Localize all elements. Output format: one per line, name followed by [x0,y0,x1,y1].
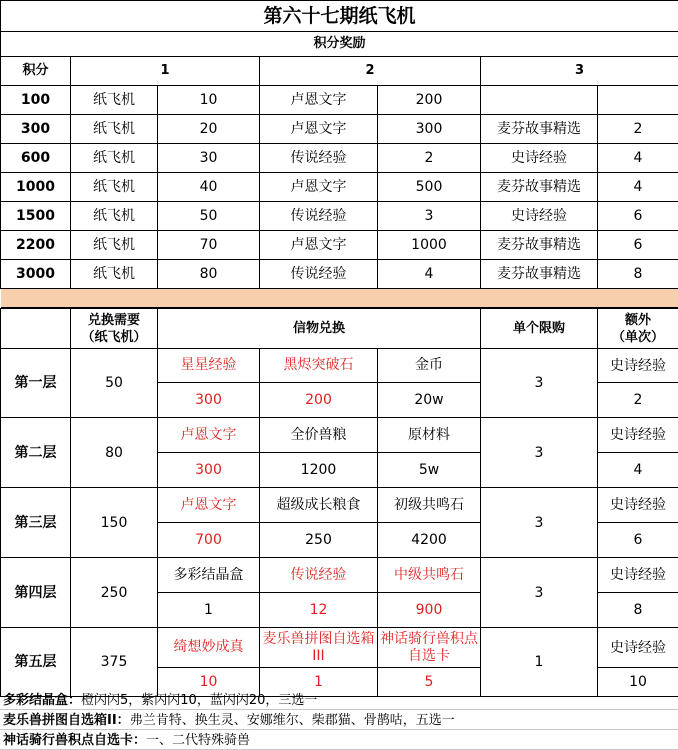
exchange-item-qty: 1 [158,593,260,628]
col-points-header: 积分 [1,57,71,86]
reward-points: 100 [1,86,71,115]
tier-header-blank [1,309,71,349]
rewards-header-row [1,57,678,86]
exchange-item-name: 金币 [378,349,481,383]
tier-name: 第五层 [1,628,71,697]
reward-item-3: 麦芬故事精选 [481,173,598,202]
exchange-item-name: 原材料 [378,418,481,453]
reward-qty-3 [598,86,678,115]
exchange-item-name: 麦乐兽拼图自选箱III [260,628,378,668]
reward-qty-3: 4 [598,144,678,173]
separator-cell [1,289,678,308]
exchange-item-name: 全价兽粮 [260,418,378,453]
col-1-header: 1 [71,57,260,86]
extra-qty: 4 [598,453,678,488]
exchange-item-qty: 250 [260,523,378,558]
reward-qty-2: 4 [378,260,481,289]
col-3-header: 3 [481,57,678,86]
reward-qty-2: 2 [378,144,481,173]
separator-band [1,289,678,308]
tier-cost: 250 [71,558,158,628]
reward-qty-1: 30 [158,144,260,173]
extra-item: 史诗经验 [598,558,678,593]
exchange-header-row [1,309,678,349]
tier-limit: 3 [481,418,598,488]
exchange-item-name: 初级共鸣石 [378,488,481,523]
tier-rows [1,349,678,697]
note-text: 橙闪闪5，紫闪闪10，蓝闪闪20，三选一 [81,693,318,708]
note-key: 麦乐兽拼图自选箱II： [3,713,130,728]
reward-item-1: 纸飞机 [71,86,158,115]
exchange-item-qty: 12 [260,593,378,628]
reward-qty-3: 2 [598,115,678,144]
rewards-heading-row [1,32,678,57]
reward-qty-3: 8 [598,260,678,289]
exchange-item-name: 卢恩文字 [158,488,260,523]
note-key: 神话骑行兽积点自选卡： [3,733,147,748]
reward-row [1,260,678,289]
reward-points: 1500 [1,202,71,231]
note-text: 一、二代特殊骑兽 [146,733,251,748]
reward-qty-2: 500 [378,173,481,202]
tier-item-row [1,488,678,523]
reward-qty-2: 300 [378,115,481,144]
reward-item-1: 纸飞机 [71,115,158,144]
cost-header-line2: （纸飞机） [81,329,147,345]
extra-qty: 2 [598,383,678,418]
exchange-item-name: 神话骑行兽积点自选卡 [378,628,481,668]
reward-qty-1: 80 [158,260,260,289]
reward-row [1,173,678,202]
reward-qty-3: 6 [598,231,678,260]
exchange-item-name: 卢恩文字 [158,418,260,453]
reward-rows [1,86,678,289]
tier-item-row [1,418,678,453]
reward-points: 3000 [1,260,71,289]
reward-points: 2200 [1,231,71,260]
tier-item-row [1,628,678,668]
exchange-item-name: 黑烬突破石 [260,349,378,383]
exchange-item-name: 传说经验 [260,558,378,593]
reward-item-2: 传说经验 [260,144,378,173]
reward-row [1,202,678,231]
reward-qty-2: 3 [378,202,481,231]
reward-item-3: 麦芬故事精选 [481,260,598,289]
reward-qty-1: 10 [158,86,260,115]
reward-points: 300 [1,115,71,144]
tier-name: 第二层 [1,418,71,488]
extra-qty: 10 [598,668,678,697]
tier-name: 第四层 [1,558,71,628]
limit-header: 单个限购 [481,309,598,349]
exchange-item-qty: 5w [378,453,481,488]
reward-qty-2: 200 [378,86,481,115]
col-2-header: 2 [260,57,481,86]
extra-item: 史诗经验 [598,628,678,668]
note-key: 多彩结晶盒： [3,693,82,708]
reward-item-3: 史诗经验 [481,202,598,231]
cost-header [71,309,158,349]
reward-item-1: 纸飞机 [71,202,158,231]
reward-row [1,115,678,144]
page-title: 第六十七期纸飞机 [1,1,678,32]
exchange-item-name: 超级成长粮食 [260,488,378,523]
tier-item-row [1,349,678,383]
reward-item-2: 卢恩文字 [260,231,378,260]
reward-points: 600 [1,144,71,173]
reward-row [1,231,678,260]
extra-header-line1: 额外 [624,312,651,328]
reward-item-1: 纸飞机 [71,260,158,289]
reward-item-1: 纸飞机 [71,173,158,202]
reward-item-2: 卢恩文字 [260,115,378,144]
note-row [0,711,678,730]
exchange-item-qty: 300 [158,453,260,488]
reward-item-3 [481,86,598,115]
note-row [0,691,678,710]
reward-points: 1000 [1,173,71,202]
extra-header-line2: （单次） [611,329,664,345]
rewards-heading: 积分奖励 [1,32,678,57]
reward-qty-1: 40 [158,173,260,202]
tier-limit: 3 [481,349,598,418]
items-header: 信物兑换 [158,309,481,349]
tier-item-row [1,558,678,593]
exchange-item-qty: 10 [158,668,260,697]
extra-item: 史诗经验 [598,488,678,523]
note-text: 弗兰肯特、换生灵、安娜维尔、柴郡猫、骨鹊咕，五选一 [129,713,455,728]
reward-item-2: 传说经验 [260,260,378,289]
exchange-table [0,308,678,697]
exchange-item-name: 绮想妙成真 [158,628,260,668]
extra-item: 史诗经验 [598,418,678,453]
reward-qty-1: 50 [158,202,260,231]
reward-qty-3: 4 [598,173,678,202]
reward-row [1,144,678,173]
extra-item: 史诗经验 [598,349,678,383]
tier-cost: 150 [71,488,158,558]
exchange-item-qty: 300 [158,383,260,418]
extra-qty: 6 [598,523,678,558]
exchange-item-qty: 1 [260,668,378,697]
exchange-item-qty: 5 [378,668,481,697]
reward-item-2: 卢恩文字 [260,86,378,115]
note-row [0,731,678,750]
rewards-table [0,0,678,308]
tier-cost: 50 [71,349,158,418]
exchange-item-name: 星星经验 [158,349,260,383]
tier-limit: 3 [481,488,598,558]
tier-name: 第一层 [1,349,71,418]
reward-item-1: 纸飞机 [71,231,158,260]
reward-qty-2: 1000 [378,231,481,260]
extra-qty: 8 [598,593,678,628]
reward-item-3: 麦芬故事精选 [481,115,598,144]
tier-limit: 1 [481,628,598,697]
tier-cost: 80 [71,418,158,488]
exchange-item-name: 中级共鸣石 [378,558,481,593]
reward-item-1: 纸飞机 [71,144,158,173]
reward-qty-1: 70 [158,231,260,260]
cost-header-line1: 兑换需要 [87,312,140,328]
exchange-item-qty: 20w [378,383,481,418]
exchange-item-qty: 700 [158,523,260,558]
reward-item-2: 传说经验 [260,202,378,231]
reward-qty-1: 20 [158,115,260,144]
extra-header [598,309,678,349]
reward-item-3: 史诗经验 [481,144,598,173]
exchange-item-qty: 4200 [378,523,481,558]
exchange-item-qty: 200 [260,383,378,418]
exchange-item-qty: 1200 [260,453,378,488]
exchange-item-name: 多彩结晶盒 [158,558,260,593]
reward-item-2: 卢恩文字 [260,173,378,202]
tier-name: 第三层 [1,488,71,558]
title-row [1,1,678,32]
exchange-item-qty: 900 [378,593,481,628]
tier-limit: 3 [481,558,598,628]
reward-row [1,86,678,115]
tier-cost: 375 [71,628,158,697]
reward-qty-3: 6 [598,202,678,231]
reward-item-3: 麦芬故事精选 [481,231,598,260]
